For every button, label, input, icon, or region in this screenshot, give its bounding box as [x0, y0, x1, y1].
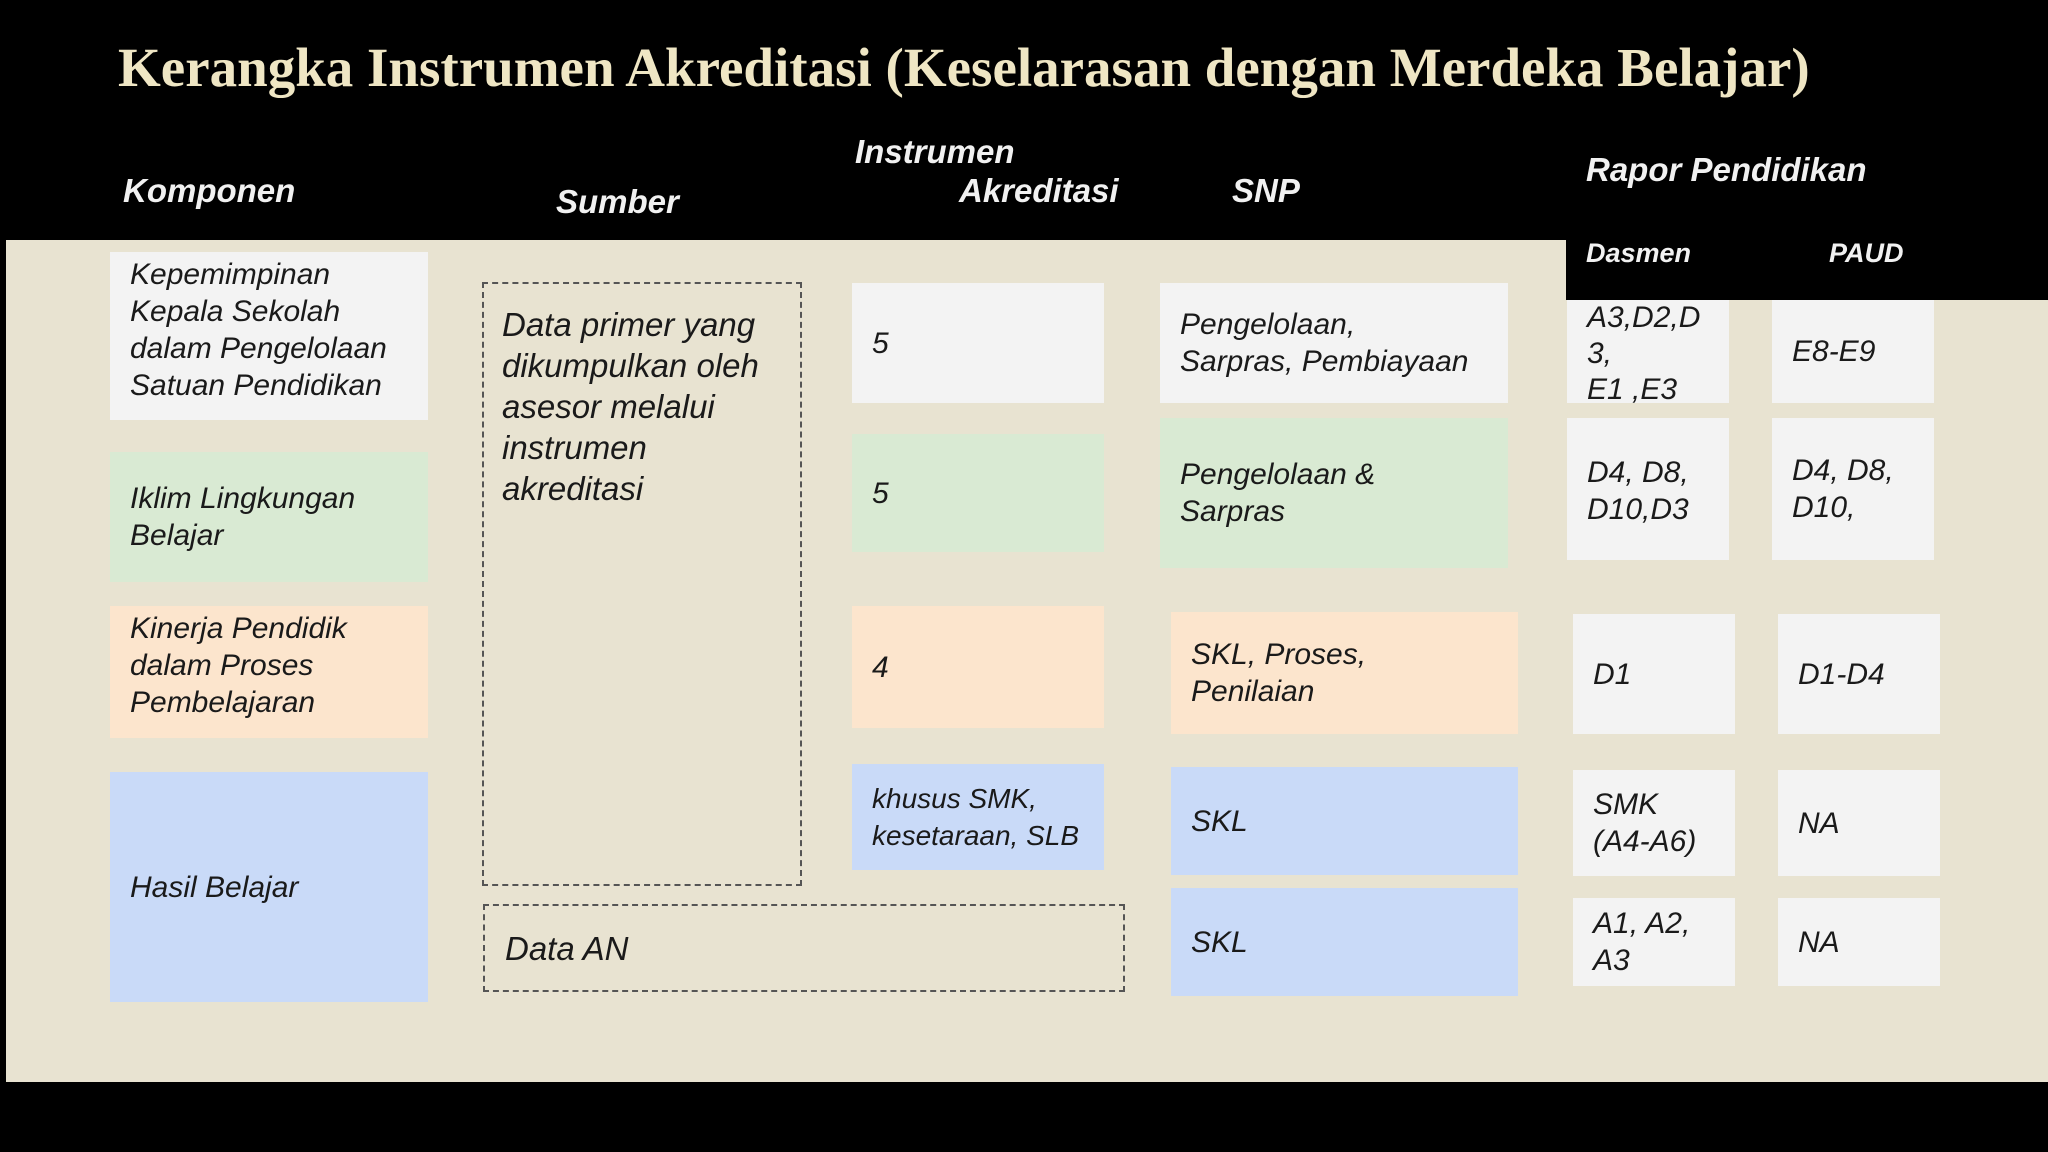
- snp-row-4: [1171, 767, 1518, 875]
- dasmen-row-2-text: D4, D8, D10,D3: [1587, 456, 1689, 526]
- komponen-kinerja: [110, 606, 428, 738]
- instrumen-row-4-text: khusus SMK, kesetaraan, SLB: [872, 783, 1080, 851]
- header-komponen: Komponen: [123, 172, 296, 209]
- dasmen-row-3-text: D1: [1593, 657, 1632, 691]
- paud-row-2: [1772, 418, 1934, 560]
- sumber-data-an-text: Data AN: [505, 929, 629, 967]
- paud-row-4-text: NA: [1798, 806, 1840, 840]
- instrumen-row-2-text: 5: [872, 476, 889, 510]
- slide-title: Kerangka Instrumen Akreditasi (Keselarasan dengan Merdeka Belajar): [118, 37, 1810, 98]
- snp-row-2: [1160, 418, 1508, 568]
- paud-row-1-text: E8-E9: [1792, 335, 1876, 368]
- snp-row-5: [1171, 888, 1518, 996]
- sumber-data-an: [483, 904, 1125, 992]
- komponen-kinerja-text: Kinerja Pendidik dalam Proses Pembelajaran: [130, 612, 347, 719]
- snp-row-3: [1171, 612, 1518, 734]
- dasmen-row-5-text: A1, A2, A3: [1593, 907, 1691, 977]
- komponen-kepemimpinan-text: Kepemimpinan Kepala Sekolah dalam Pengelolaan Satuan Pendidikan: [130, 258, 387, 402]
- snp-row-5-text: SKL: [1191, 925, 1248, 959]
- dasmen-row-5: [1573, 898, 1735, 986]
- header-instrumen-line1: Instrumen: [855, 133, 1015, 170]
- dasmen-row-4: [1573, 770, 1735, 876]
- dasmen-row-1-text: A3,D2,D 3, E1 ,E3: [1587, 301, 1701, 406]
- paud-row-5: [1778, 898, 1940, 986]
- instrumen-row-4: [852, 764, 1104, 870]
- instrumen-row-3: [852, 606, 1104, 728]
- komponen-iklim: [110, 452, 428, 582]
- paud-row-2-text: D4, D8, D10,: [1792, 454, 1894, 524]
- paud-row-5-text: NA: [1798, 925, 1840, 959]
- paud-row-1: [1772, 300, 1934, 403]
- dasmen-row-3: [1573, 614, 1735, 734]
- snp-row-1-text: Pengelolaan, Sarpras, Pembiayaan: [1180, 308, 1469, 378]
- header-paud: PAUD: [1829, 238, 1904, 268]
- snp-row-3-text: SKL, Proses, Penilaian: [1191, 638, 1367, 708]
- instrumen-row-2: [852, 434, 1104, 552]
- komponen-hasil-belajar: [110, 772, 428, 1002]
- instrumen-row-3-text: 4: [872, 650, 889, 684]
- komponen-iklim-text: Iklim Lingkungan Belajar: [130, 482, 356, 552]
- header-sumber: Sumber: [556, 183, 679, 220]
- dasmen-row-4-text: SMK (A4-A6): [1593, 788, 1697, 858]
- header-snp: SNP: [1232, 172, 1300, 209]
- snp-row-2-text: Pengelolaan & Sarpras: [1180, 458, 1376, 528]
- instrumen-row-1: [852, 283, 1104, 403]
- header-rapor-pendidikan: Rapor Pendidikan: [1586, 151, 1867, 188]
- instrumen-row-1-text: 5: [872, 326, 889, 360]
- header-instrumen-line2: Akreditasi: [959, 172, 1119, 209]
- paud-row-3: [1778, 614, 1940, 734]
- dasmen-row-2: [1567, 418, 1729, 560]
- dasmen-row-1: [1567, 300, 1729, 406]
- komponen-kepemimpinan: [110, 252, 428, 420]
- snp-row-4-text: SKL: [1191, 804, 1248, 838]
- paud-row-4: [1778, 770, 1940, 876]
- sumber-data-primer: Data primer yang dikumpulkan oleh asesor melalui instrumen akreditasi: [482, 282, 802, 886]
- paud-row-3-text: D1-D4: [1798, 657, 1885, 691]
- header-dasmen: Dasmen: [1586, 238, 1692, 268]
- snp-row-1: [1160, 283, 1508, 403]
- komponen-hasil-belajar-text: Hasil Belajar: [130, 870, 299, 904]
- bottom-bar: [0, 1082, 2048, 1152]
